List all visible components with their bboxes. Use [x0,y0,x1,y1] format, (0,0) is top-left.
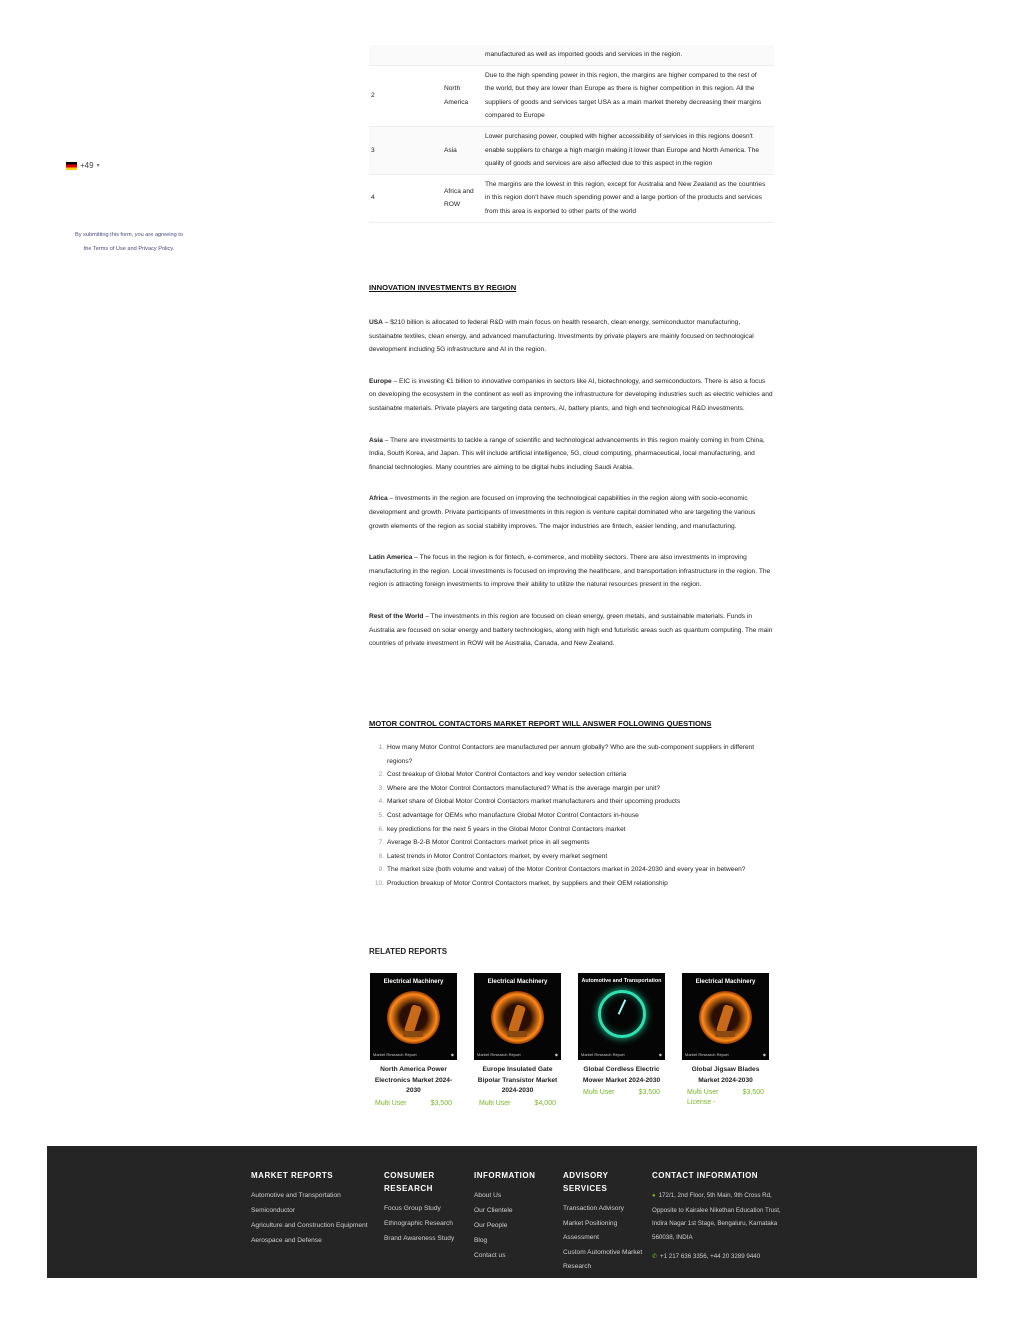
region-text: – There are investments to tackle a range of scientific and technological advancements in this region mainly coming in from China, India, South Korea, and Japan. This will include artificial intelligence, 5G, cloud computing, pharmaceutical, local manufacturing, and financial technologies. Many countries are aiming to be digital hubs including Saudi Arabia. [369,436,765,471]
thumbnail-category: Electrical Machinery [695,978,756,985]
related-reports-list [370,973,769,1107]
thumbnail-footer: Market Research Report [477,1052,521,1057]
region-text: – Investments in the region are focused on improving the technological capabilities in the region along with socio-economic development and growth. Private participants of investments in this region is venture capital dominated who are targeting the various growth elements of the region as social stability improves. The major industries are fintech, easier lending, and manufacturing. [369,495,756,530]
location-pin-icon: ● [652,1193,656,1199]
brand-logo-icon: ◆ [450,1052,454,1057]
region-text: – $210 billion is allocated to federal R&D with main focus on health research, clean energy, semiconductor manufacturing, sustainable textiles, clean energy, and advanced manufacturing. Investments by private players are mainly focused on technological development including 5G infrastructure and AI in the region. [369,319,754,354]
site-footer [47,1146,977,1278]
report-thumbnail[interactable] [682,973,769,1060]
license-type: Multi User [687,1089,719,1096]
chevron-down-icon: ▾ [96,163,100,169]
region-paragraph [369,316,774,357]
speedometer-icon [598,990,646,1038]
thumbnail-footer: Market Research Report [685,1052,729,1057]
thumbnail-footer: Market Research Report [581,1052,625,1057]
innovation-heading: INNOVATION INVESTMENTS BY REGION [369,283,517,292]
license-type: Multi User [583,1089,615,1096]
footer-link[interactable]: Contact us [474,1252,506,1259]
thumbnail-category: Electrical Machinery [383,978,444,985]
license-type: Multi User [375,1099,407,1107]
footer-link[interactable]: Brand Awareness Study [384,1235,455,1242]
list-item: 9. The market size (both volume and value) of the Motor Control Contactors market in 2024-2030 and every year in between? [369,863,774,877]
region-label: Europe [369,377,392,385]
phone-country-select[interactable] [66,161,100,170]
footer-heading: INFORMATION [474,1171,536,1180]
footer-link[interactable]: Custom Automotive Market Research [563,1249,643,1270]
consent-line-1: By submitting this form, you are agreeing to [75,232,183,238]
row-number [369,45,444,65]
footer-contact [652,1169,782,1260]
robot-base-icon [403,1031,423,1037]
row-number: 4 [369,174,444,222]
report-price: $3,500 [742,1089,764,1096]
question-text: Cost breakup of Global Motor Control Contactors and key vendor selection criteria [387,771,627,779]
row-number: 2 [369,65,444,126]
report-card[interactable] [578,973,665,1107]
question-text: Market share of Global Motor Control Contactors market manufacturers and their upcoming products [387,798,681,806]
list-item: 4. Market share of Global Motor Control Contactors market manufacturers and their upcoming products [369,795,774,809]
report-title[interactable]: Europe Insulated Gate Bipolar Transistor Market 2024-2030 [477,1066,558,1094]
footer-market-reports [251,1169,371,1249]
footer-heading: ADVISORY SERVICES [563,1171,609,1193]
footer-advisory-services [563,1169,643,1275]
question-text: key predictions for the next 5 years in the Global Motor Control Contactors market [387,825,626,833]
question-text: Production breakup of Motor Control Contactors market, by suppliers and their OEM relationship [387,879,668,887]
table-row [369,174,774,222]
report-title[interactable]: North America Power Electronics Market 2024-2030 [374,1066,453,1094]
report-price: $3,500 [430,1099,452,1107]
related-reports-heading: RELATED REPORTS [369,947,448,956]
contact-address: 172/1, 2nd Floor, 5th Main, 9th Cross Rd, Opposite to Kairalee Nikethan Education Trust, Indira Nagar 1st Stage, Bengaluru, Karnataka 560038, INDIA [652,1192,781,1241]
report-title[interactable]: Global Jigsaw Blades Market 2024-2030 [691,1066,760,1084]
report-price: $4,000 [534,1099,556,1107]
table-row [369,126,774,174]
report-thumbnail[interactable] [370,973,457,1060]
list-item: 5. Cost advantage for OEMs who manufacture Global Motor Control Contactors in-house [369,809,774,823]
license-type: Multi User [479,1099,511,1107]
region-label: Asia [369,436,383,444]
row-description: manufactured as well as imported goods and services in the region. [485,45,774,65]
region-text: – The investments in this region are focused on clean energy, green metals, and sustainable materials. Funds in Australia are focused on solar energy and battery technologies, along with high end futuristic areas such as quantum computing. The main countries of private investment in ROW will be Australia, Canada, and New Zealand. [369,612,773,648]
region-text: – EIC is investing €1 billion to innovative companies in sectors like AI, biotechnology, and semiconductors. There is also a focus on developing the ecosystem in the continent as well as improving the infrastructure for developing industries such as electric vehicles and sustainable materials. Private players are targeting data centers, AI, battery plants, and high end technological R&D investments. [369,377,773,412]
row-region [444,45,485,65]
row-description: The margins are the lowest in this region, except for Australia and New Zealand as the countries in this region don't have much spending power and a large portion of the products and services from this area is exported to other parts of the world [485,174,774,222]
list-item: 10. Production breakup of Motor Control Contactors market, by suppliers and their OEM relationship [369,877,774,891]
region-paragraph [369,492,774,533]
form-consent-text [64,228,194,256]
report-card[interactable] [474,973,561,1107]
row-region: North America [444,65,485,126]
footer-link[interactable]: Aerospace and Defense [251,1237,322,1244]
brand-logo-icon: ◆ [762,1052,766,1057]
main-content [369,45,774,223]
table-row [369,65,774,126]
region-label: Rest of the World [369,612,424,620]
region-label: Latin America [369,554,413,562]
thumbnail-footer: Market Research Report [373,1052,417,1057]
footer-link[interactable]: Our Clientele [474,1207,513,1214]
row-region: Africa and ROW [444,174,485,222]
questions-heading: MOTOR CONTROL CONTACTORS MARKET REPORT WILL ANSWER FOLLOWING QUESTIONS [369,719,712,728]
question-text: Average B-2-B Motor Control Contactors market price in all segments [387,839,590,847]
footer-link[interactable]: Market Positioning Assessment [563,1220,618,1241]
question-text: Cost advantage for OEMs who manufacture Global Motor Control Contactors in-house [387,811,639,819]
region-paragraph [369,375,774,416]
innovation-paragraphs [369,316,774,669]
row-description: Lower purchasing power, coupled with higher accessibility of services in this regions doesn't enable suppliers to charge a high margin making it lower than Europe and North America. The quality of goods and services are also affected due to this aspect in the region [485,126,774,174]
question-text: The market size (both volume and value) of the Motor Control Contactors market in 2024-2030 and every year in between? [387,866,746,874]
table-row [369,45,774,65]
license-select[interactable]: License - [687,1099,716,1106]
questions-list [369,741,774,891]
footer-link[interactable]: About Us [474,1192,502,1199]
robot-base-icon [715,1031,735,1037]
region-paragraph [369,551,774,592]
report-title[interactable]: Global Cordless Electric Mower Market 2024-2030 [582,1066,661,1084]
list-item: 8. Latest trends in Motor Control Contactors market, by every market segment [369,850,774,864]
footer-consumer-research [384,1169,464,1247]
footer-link[interactable]: Blog [474,1237,488,1244]
question-text: Latest trends in Motor Control Contactors market, by every market segment [387,852,608,860]
germany-flag-icon [66,162,77,170]
row-region: Asia [444,126,485,174]
list-item: 3. Where are the Motor Control Contactors manufactured? What is the average margin per unit? [369,782,774,796]
report-card[interactable] [682,973,769,1107]
question-text: Where are the Motor Control Contactors manufactured? What is the average margin per unit? [387,784,661,792]
thumbnail-category: Electrical Machinery [487,978,548,985]
list-item: 2. Cost breakup of Global Motor Control Contactors and key vendor selection criteria [369,768,774,782]
report-thumbnail[interactable] [474,973,561,1060]
region-paragraph [369,610,774,651]
brand-logo-icon: ◆ [554,1052,558,1057]
footer-link[interactable]: Transaction Advisory [563,1205,624,1212]
report-thumbnail[interactable] [578,973,665,1060]
row-description: Due to the high spending power in this region, the margins are higher compared to the rest of the world, but they are lower than Europe as there is higher competition in this region. All the suppliers of goods and services target USA as a main market thereby decreasing their margins compared to Europe [485,65,774,126]
phone-icon: ✆ [652,1254,658,1261]
footer-link[interactable]: Focus Group Study [384,1205,441,1212]
brand-logo-icon: ◆ [658,1052,662,1057]
footer-link[interactable]: Semiconductor [251,1207,295,1214]
question-text: How many Motor Control Contactors are manufactured per annum globally? Who are the sub-component suppliers in different regions? [387,744,755,765]
row-number: 3 [369,126,444,174]
region-text: – The focus in the region is for fintech, e-commerce, and mobility sectors. There are also investments in improving manufacturing in the region. Local investments is focused on improving the healthcare, and transportation infrastructure in the region. The region is attracting foreign investments to improve their ability to utilize the natural resources present in the region. [369,554,771,589]
contact-phone[interactable]: +1 217 636 3356, +44 20 3289 9440 [660,1253,761,1261]
list-item: 6. key predictions for the next 5 years in the Global Motor Control Contactors market [369,823,774,837]
list-item: 7. Average B-2-B Motor Control Contactors market price in all segments [369,836,774,850]
region-paragraph [369,434,774,475]
footer-heading: CONSUMER RESEARCH [384,1171,435,1193]
phone-code: +49 [80,161,94,170]
region-label: USA [369,319,383,326]
footer-link[interactable]: Agriculture and Construction Equipment [251,1222,368,1229]
list-item: 1. How many Motor Control Contactors are manufactured per annum globally? Who are the sub-component suppliers in different regions? [369,741,774,768]
footer-link[interactable]: Automotive and Transportation [251,1192,341,1199]
footer-information [474,1169,554,1264]
robot-base-icon [507,1031,527,1037]
region-label: Africa [369,495,388,503]
thumbnail-category: Automotive and Transportation [581,978,662,984]
footer-heading: MARKET REPORTS [251,1171,334,1180]
margin-table [369,45,774,223]
footer-link[interactable]: Ethnographic Research [384,1220,453,1227]
footer-heading: CONTACT INFORMATION [652,1171,759,1180]
report-price: $3,500 [638,1089,660,1096]
report-card[interactable] [370,973,457,1107]
footer-link[interactable]: Our People [474,1222,508,1229]
consent-line-2: the Terms of Use and Privacy Policy. [83,246,175,252]
